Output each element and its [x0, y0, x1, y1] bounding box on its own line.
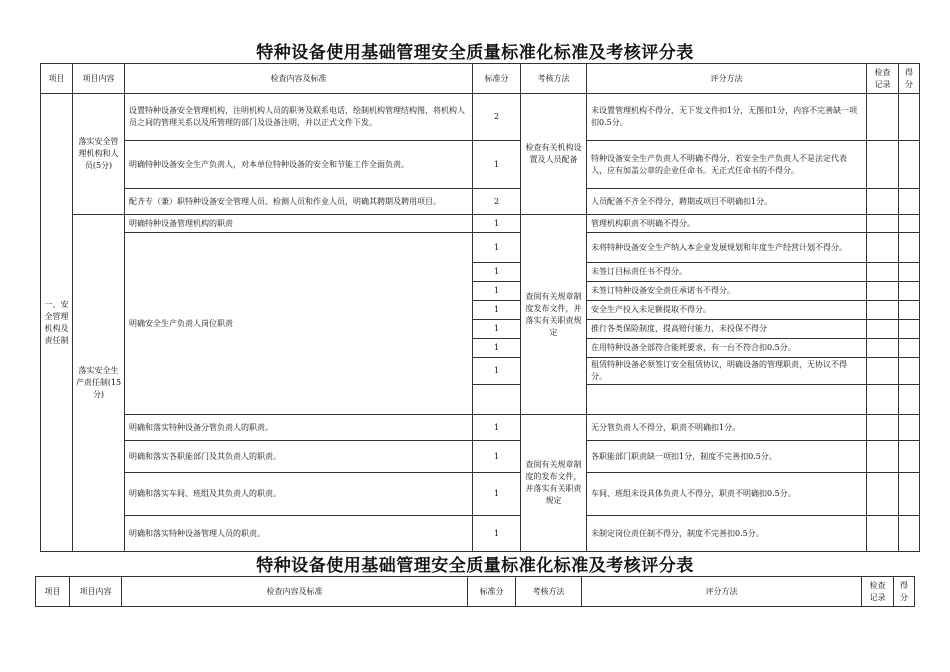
header-item: 项目	[36, 577, 70, 607]
rule-cell: 在用特种设备全部符合能耗要求，有一台不符合扣0.5分。	[587, 339, 867, 358]
record-cell[interactable]	[867, 358, 899, 385]
header-content: 检查内容及标准	[122, 577, 468, 607]
std-score-cell: 1	[473, 263, 521, 282]
rule-cell: 特种设备安全生产负责人不明确不得分，若安全生产负责人不是法定代表人，应有加盖公章的企业任命书。无正式任命书的不得分。	[587, 141, 867, 189]
std-score-cell: 2	[473, 189, 521, 215]
score-cell[interactable]	[899, 301, 920, 320]
std-score-cell: 1	[473, 339, 521, 358]
method-cell: 检查有关机构设置及人员配备	[521, 94, 587, 215]
record-cell[interactable]	[867, 385, 899, 415]
header-record: 检查记录	[867, 64, 899, 94]
score-table-page2	[35, 576, 915, 607]
std-score-cell: 2	[473, 94, 521, 141]
record-cell[interactable]	[867, 94, 899, 141]
header-sub-item: 项目内容	[73, 64, 125, 94]
std-score-cell: 1	[473, 473, 521, 516]
score-cell[interactable]	[899, 415, 920, 441]
header-method: 考核方法	[516, 577, 582, 607]
std-score-cell	[473, 385, 521, 415]
table-row	[41, 233, 920, 263]
record-cell[interactable]	[867, 215, 899, 233]
score-cell[interactable]	[899, 385, 920, 415]
std-score-cell: 1	[473, 215, 521, 233]
header-score: 得分	[899, 64, 920, 94]
record-cell[interactable]	[867, 189, 899, 215]
header-method: 考核方法	[521, 64, 587, 94]
group-label: 落实安全生产责任制(15分)	[73, 215, 125, 552]
std-score-cell: 1	[473, 233, 521, 263]
table-header-row	[36, 577, 915, 607]
header-content: 检查内容及标准	[125, 64, 473, 94]
table-row	[41, 516, 920, 552]
std-score-cell: 1	[473, 282, 521, 301]
page2-title: 特种设备使用基础管理安全质量标准化标准及考核评分表	[256, 556, 694, 576]
score-table	[40, 63, 920, 552]
table-header-row	[41, 64, 920, 94]
header-sub-item: 项目内容	[70, 577, 122, 607]
score-cell[interactable]	[899, 516, 920, 552]
content-cell: 明确特种设备安全生产负责人，对本单位特种设备的安全和节能工作全面负责。	[125, 141, 473, 189]
rule-cell: 无分管负责人不得分，职责不明确扣1分。	[587, 415, 867, 441]
record-cell[interactable]	[867, 263, 899, 282]
score-cell[interactable]	[899, 441, 920, 473]
method-cell: 查阅有关规章制度的发布文件，并落实有关职责规定	[521, 415, 587, 552]
table-row	[41, 94, 920, 141]
header-score: 得分	[894, 577, 915, 607]
rule-cell: 安全生产投入未足额提取不得分。	[587, 301, 867, 320]
rule-cell: 未将特种设备安全生产纳入本企业发展规划和年度生产经营计划不得分。	[587, 233, 867, 263]
header-std-score: 标准分	[468, 577, 516, 607]
record-cell[interactable]	[867, 141, 899, 189]
table-row	[41, 189, 920, 215]
record-cell[interactable]	[867, 516, 899, 552]
header-std-score: 标准分	[473, 64, 521, 94]
rule-cell: 推行各类保险制度，提高赔付能力，未投保不得分	[587, 320, 867, 339]
rule-cell: 未签订特种设备安全责任承诺书不得分。	[587, 282, 867, 301]
record-cell[interactable]	[867, 339, 899, 358]
score-cell[interactable]	[899, 263, 920, 282]
rule-cell: 各职能部门职责缺一项扣1分，制度不完善扣0.5分。	[587, 441, 867, 473]
record-cell[interactable]	[867, 320, 899, 339]
std-score-cell: 1	[473, 441, 521, 473]
std-score-cell: 1	[473, 141, 521, 189]
rule-cell: 未签订目标责任书不得分。	[587, 263, 867, 282]
rule-cell: 管理机构职责不明确不得分。	[587, 215, 867, 233]
table-row	[41, 441, 920, 473]
score-cell[interactable]	[899, 189, 920, 215]
content-cell: 设置特种设备安全管理机构，注明机构人员的职务及联系电话，绘制机构管理结构图，将机构人员之间的管理关系以及所管理的部门及设备注明，并以正式文件下发。	[125, 94, 473, 141]
std-score-cell: 1	[473, 516, 521, 552]
score-cell[interactable]	[899, 233, 920, 263]
rule-cell	[587, 385, 867, 415]
rule-cell: 人员配备不齐全不得分，聘期或项目不明确扣1分。	[587, 189, 867, 215]
header-scoring: 评分方法	[587, 64, 867, 94]
std-score-cell: 1	[473, 320, 521, 339]
score-cell[interactable]	[899, 339, 920, 358]
std-score-cell: 1	[473, 301, 521, 320]
score-cell[interactable]	[899, 473, 920, 516]
record-cell[interactable]	[867, 473, 899, 516]
rule-cell: 租赁特种设备必须签订安全租赁协议，明确设备的管理职责，无协议不得分。	[587, 358, 867, 385]
record-cell[interactable]	[867, 233, 899, 263]
record-cell[interactable]	[867, 301, 899, 320]
section-label: 一、安全管理机构及责任制	[41, 94, 73, 552]
score-cell[interactable]	[899, 94, 920, 141]
content-cell: 明确特种设备管理机构的职责	[125, 215, 473, 233]
content-cell: 明确和落实特种设备管理人员的职责。	[125, 516, 473, 552]
header-scoring: 评分方法	[582, 577, 862, 607]
header-item: 项目	[41, 64, 73, 94]
table-row	[41, 415, 920, 441]
content-cell: 明确安全生产负责人岗位职责	[125, 233, 473, 415]
content-cell: 明确和落实特种设备分管负责人的职责。	[125, 415, 473, 441]
table-row	[41, 141, 920, 189]
header-record: 检查记录	[862, 577, 894, 607]
score-cell[interactable]	[899, 282, 920, 301]
content-cell: 明确和落实各职能部门及其负责人的职责。	[125, 441, 473, 473]
group-label: 落实安全管理机构和人员(5分)	[73, 94, 125, 215]
method-cell: 查阅有关规章制度发布文件，并落实有关职责规定	[521, 215, 587, 415]
score-cell[interactable]	[899, 141, 920, 189]
std-score-cell: 1	[473, 415, 521, 441]
content-cell: 明确和落实车间、班组及其负责人的职责。	[125, 473, 473, 516]
table-row	[41, 473, 920, 516]
std-score-cell: 1	[473, 358, 521, 385]
record-cell[interactable]	[867, 441, 899, 473]
table-row	[41, 215, 920, 233]
rule-cell: 车间、班组未设具体负责人不得分，职责不明确扣0.5分。	[587, 473, 867, 516]
score-cell[interactable]	[899, 320, 920, 339]
rule-cell: 未制定岗位责任制不得分，制度不完善扣0.5分。	[587, 516, 867, 552]
score-cell[interactable]	[899, 215, 920, 233]
record-cell[interactable]	[867, 282, 899, 301]
record-cell[interactable]	[867, 415, 899, 441]
page-title: 特种设备使用基础管理安全质量标准化标准及考核评分表	[256, 43, 694, 63]
score-cell[interactable]	[899, 358, 920, 385]
rule-cell: 未设置管理机构不得分，无下发文件扣1分，无图扣1分，内容不完善缺一项扣0.5分。	[587, 94, 867, 141]
content-cell: 配齐专（兼）职特种设备安全管理人员、检测人员和作业人员，明确其聘期及聘用项目。	[125, 189, 473, 215]
